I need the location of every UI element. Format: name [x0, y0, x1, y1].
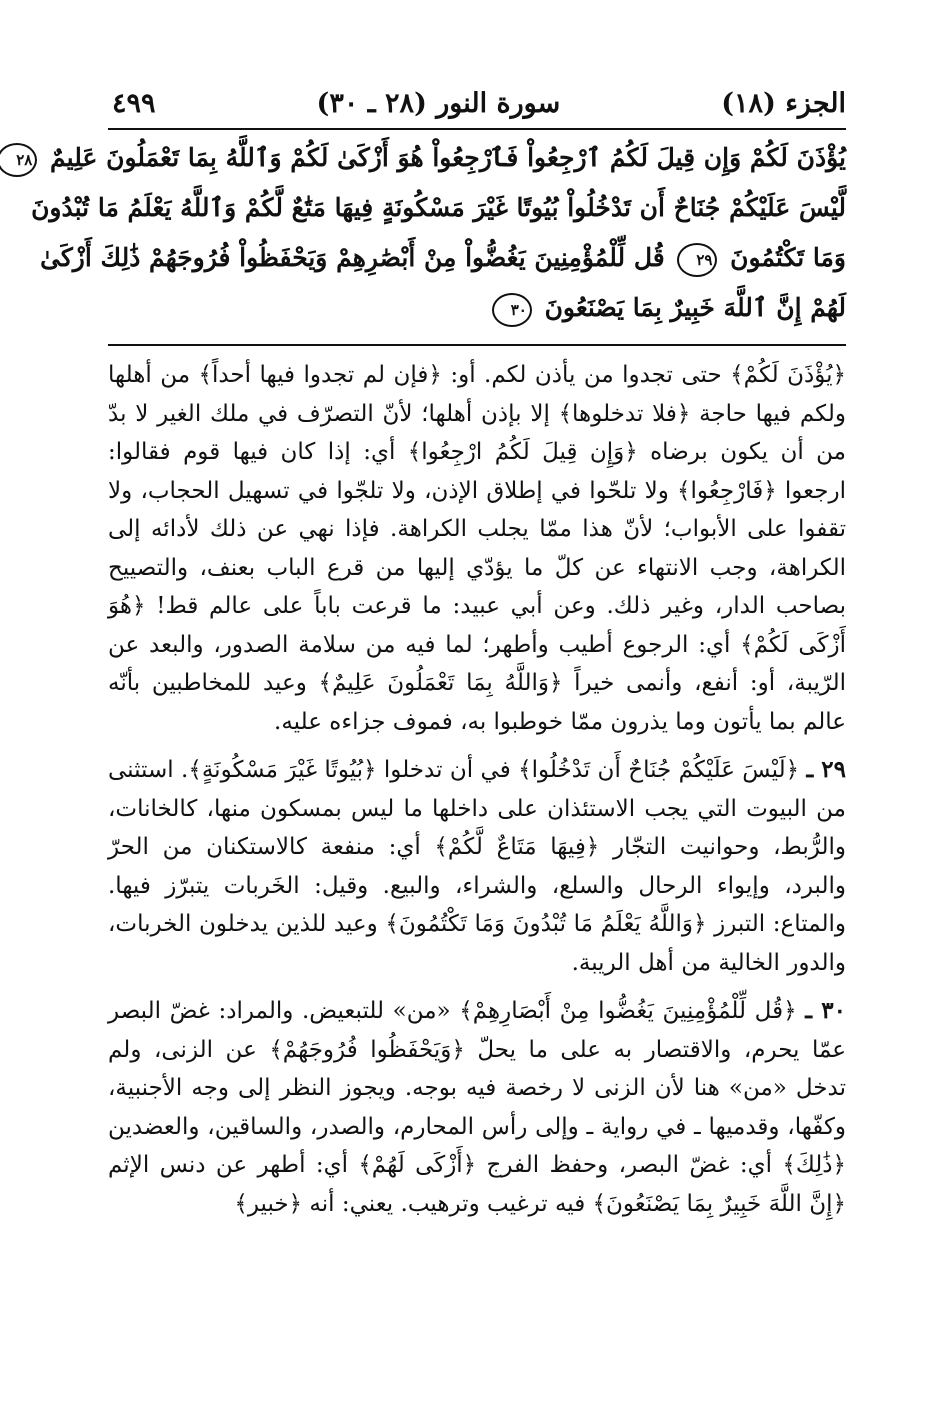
quran-text-block: [16, 133, 846, 341]
section-divider: [108, 344, 846, 346]
quran-line: [108, 283, 846, 333]
ayah-number-marker: ٢٩: [677, 243, 717, 277]
verse-section-number: ٢٩ ـ: [806, 756, 846, 783]
quran-verse-text: قُل لِّلْمُؤْمِنِينَ يَغُضُّواْ مِنْ أَبْصَٰرِهِمْ وَيَحْفَظُواْ فُرُوجَهُمْ ذَٰلِكَ أَزْكَىٰ: [40, 243, 665, 272]
quran-line: [16, 133, 846, 183]
page-number: ٤٩٩: [112, 87, 156, 119]
verse-section-number: ٣٠ ـ: [805, 997, 847, 1024]
juz-label: الجزء (١٨): [721, 87, 846, 119]
commentary-paragraph: [108, 992, 846, 1223]
quran-verse-text: لَهُمْ إِنَّ ٱللَّهَ خَبِيرٌ بِمَا يَصْنَعُونَ: [544, 293, 846, 322]
page-header: [112, 80, 846, 126]
quran-verse-text: لَّيْسَ عَلَيْكُمْ جُنَاحٌ أَن تَدْخُلُواْ بُيُوتًا غَيْرَ مَسْكُونَةٍ فِيهَا مَتَٰعٌ لَّكُمْ وَٱللَّهُ يَعْلَمُ مَا تُبْدُونَ: [31, 193, 846, 222]
commentary-paragraph: ﴿يُؤْذَنَ لَكُمْ﴾ حتى تجدوا من يأذن لكم. أو: ﴿فإن لم تجدوا فيها أحداً﴾ من أهلها ولكم فيها حاجة ﴿فلا تدخلوها﴾ إلا بإذن أهلها؛ لأنّ التصرّف في ملك الغير لا بدّ من أن يكون برضاه ﴿وَإِن قِيلَ لَكُمُ ارْجِعُوا﴾ أي: إذا كان فيها قوم فقالوا: ارجعوا ﴿فَارْجِعُوا﴾ ولا تلحّوا في إطلاق الإذن، ولا تلجّوا في تسهيل الحجاب، ولا تقفوا على الأبواب؛ لأنّ هذا ممّا يجلب الكراهة. فإذا نهي عن ذلك لأدائه إلى الكراهة، وجب الانتهاء عن كلّ ما يؤدّي إليها من قرع الباب بعنف، والتصييح بصاحب الدار، وغير ذلك. وعن أبي عبيد: ما قرعت باباً على عالم قط! ﴿هُوَ أَزْكَى لَكُمْ﴾ أي: الرجوع أطيب وأطهر؛ لما فيه من سلامة الصدور، والبعد عن الرّيبة، أو: أنفع، وأنمى خيراً ﴿وَاللَّهُ بِمَا تَعْمَلُونَ عَلِيمٌ﴾ وعيد للمخاطبين بأنّه عالم بما يأتون وما يذرون ممّا خوطبوا به، فموف جزاءه عليه.: [108, 362, 846, 735]
header-rule: [108, 128, 846, 130]
quran-line: [40, 233, 846, 283]
commentary-paragraph-text: ﴿قُل لِّلْمُؤْمِنِينَ يَغُضُّوا مِنْ أَبْصَارِهِمْ﴾ «من» للتبعيض. والمراد: غضّ البصر عمّا يحرم، والاقتصار به على ما يحلّ ﴿وَيَحْفَظُوا فُرُوجَهُمْ﴾ عن الزنى، ولم تدخل «من» هنا لأن الزنى لا رخصة فيه بوجه. ويجوز النظر إلى وجه الأجنبية، وكفّها، وقدميها ـ في رواية ـ وإلى رأس المحارم، والصدر، والساقين، والعضدين ﴿ذَٰلِكَ﴾ أي: غضّ البصر، وحفظ الفرج ﴿أَزْكَى لَهُمْ﴾ أي: أطهر عن دنس الإثم ﴿إِنَّ اللَّهَ خَبِيرٌ بِمَا يَصْنَعُونَ﴾ فيه ترغيب وترهيب. يعني: أنه ﴿خبير﴾: [108, 998, 846, 1217]
commentary-paragraph: [108, 751, 846, 982]
commentary-paragraph-text: ﴿لَيْسَ عَلَيْكُمْ جُنَاحٌ أَن تَدْخُلُوا﴾ في أن تدخلوا ﴿بُيُوتًا غَيْرَ مَسْكُونَةٍ﴾. استثنى من البيوت التي يجب الاستئذان على داخلها ما ليس بمسكون منها، كالخانات، والرُّبط، وحوانيت التجّار ﴿فِيهَا مَتَاعٌ لَّكُمْ﴾ أي: منفعة كالاستكنان من الحرّ والبرد، وإيواء الرحال والسلع، والشراء، والبيع. وقيل: الخَربات يتبرّز فيها. والمتاع: التبرز ﴿وَاللَّهُ يَعْلَمُ مَا تُبْدُونَ وَمَا تَكْتُمُونَ﴾ وعيد للذين يدخلون الخربات، والدور الخالية من أهل الريبة.: [108, 757, 846, 976]
ayah-number-marker: ٢٨: [0, 143, 37, 177]
quran-line: [31, 183, 846, 233]
ayah-number-marker: ٣٠: [492, 293, 532, 327]
quran-verse-text: يُؤْذَنَ لَكُمْ وَإِن قِيلَ لَكُمُ ٱرْجِعُواْ فَٱرْجِعُواْ هُوَ أَزْكَىٰ لَكُمْ وَٱللَّهُ بِمَا تَعْمَلُونَ عَلِيمٌ: [50, 143, 846, 172]
commentary-body: [108, 356, 846, 1223]
quran-verse-text: وَمَا تَكْتُمُونَ: [730, 243, 846, 272]
surah-title: سورة النور (٢٨ ـ ٣٠): [316, 87, 561, 119]
